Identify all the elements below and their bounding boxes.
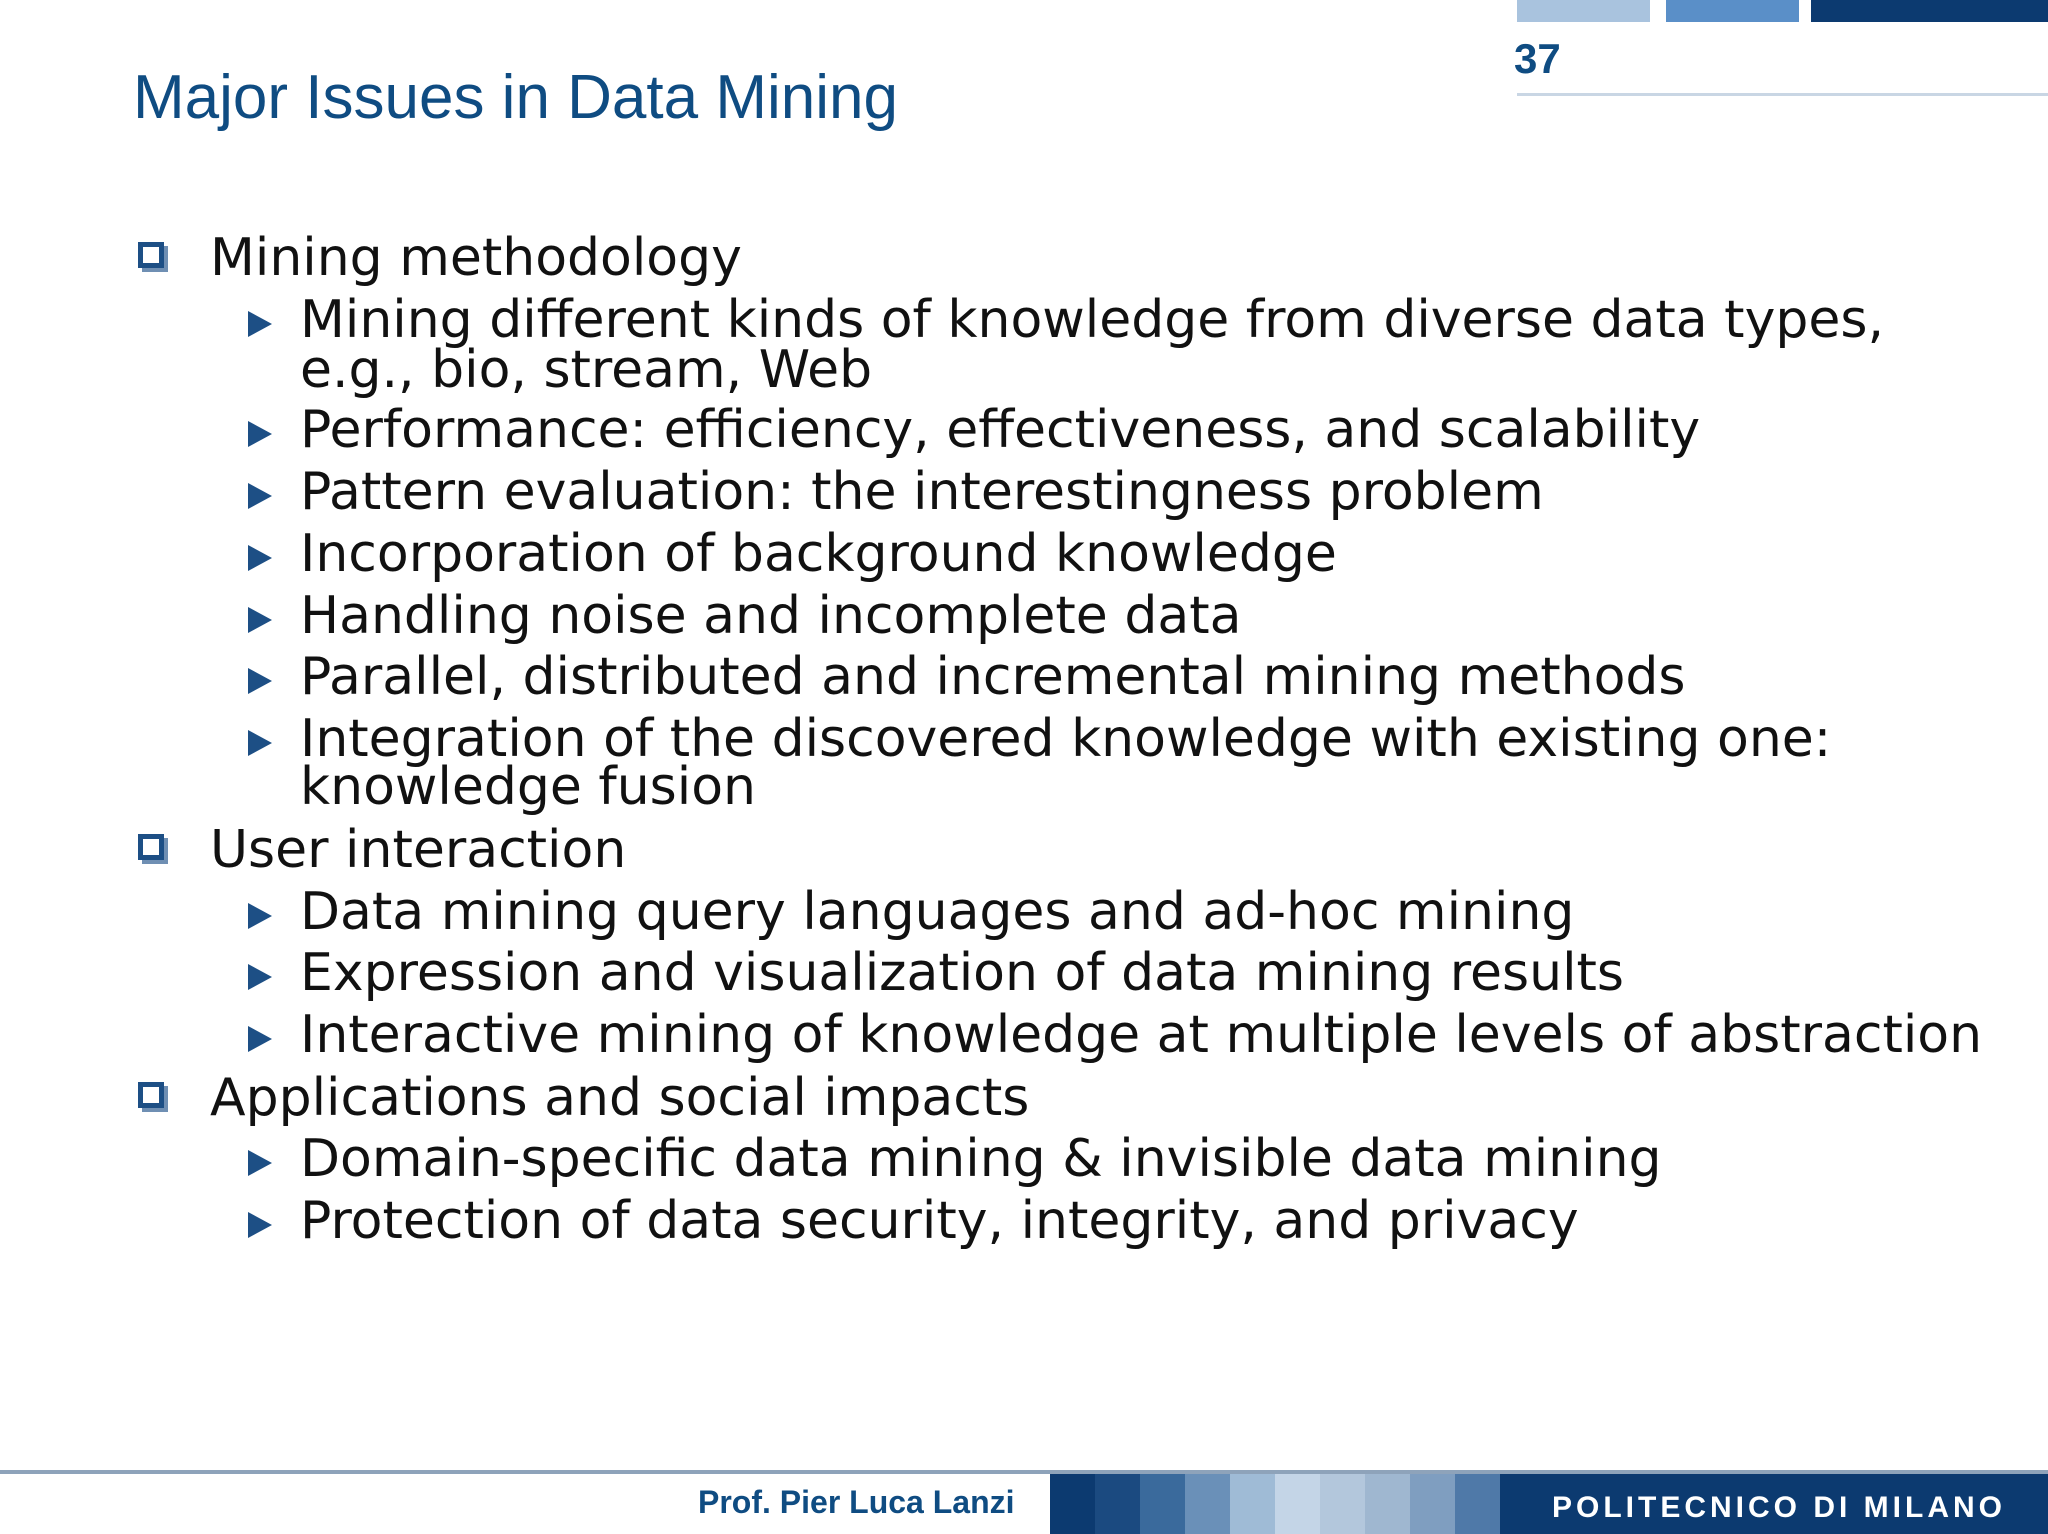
footer-stripe	[1095, 1474, 1140, 1534]
list-item: Interactive mining of knowledge at multiple levels of abstraction	[300, 1005, 1983, 1065]
list-item: Mining different kinds of knowledge from diverse data types,	[300, 290, 1884, 350]
section-heading-mining-methodology: Mining methodology	[210, 228, 742, 288]
footer-stripe	[1050, 1474, 1095, 1534]
list-item: Handling noise and incomplete data	[300, 586, 1242, 646]
header-decor-block-light	[1517, 0, 1650, 22]
triangle-bullet-icon	[248, 1026, 272, 1052]
list-item: Incorporation of background knowledge	[300, 524, 1337, 584]
list-item-continuation: knowledge fusion	[300, 757, 756, 817]
footer-stripe	[1320, 1474, 1365, 1534]
square-bullet-icon	[138, 834, 164, 860]
section-heading-applications: Applications and social impacts	[210, 1068, 1030, 1128]
square-bullet-icon	[138, 1082, 164, 1108]
triangle-bullet-icon	[248, 964, 272, 990]
triangle-bullet-icon	[248, 311, 272, 337]
footer-stripe	[1185, 1474, 1230, 1534]
triangle-bullet-icon	[248, 1212, 272, 1238]
list-item: Pattern evaluation: the interestingness problem	[300, 462, 1544, 522]
header-decor-line	[1517, 93, 2048, 96]
footer-stripe	[1410, 1474, 1455, 1534]
footer-stripe	[1365, 1474, 1410, 1534]
footer-stripe	[1275, 1474, 1320, 1534]
list-item: Domain-specific data mining & invisible data mining	[300, 1129, 1662, 1189]
triangle-bullet-icon	[248, 421, 272, 447]
list-item-continuation: e.g., bio, stream, Web	[300, 340, 873, 400]
list-item: Expression and visualization of data mining results	[300, 943, 1624, 1003]
list-item: Data mining query languages and ad-hoc mining	[300, 882, 1575, 942]
triangle-bullet-icon	[248, 903, 272, 929]
header-decor-block-dark	[1811, 0, 2048, 22]
footer-institution: POLITECNICO DI MILANO	[1552, 1491, 2006, 1524]
list-item: Integration of the discovered knowledge with existing one:	[300, 709, 1832, 769]
footer-stripe	[1455, 1474, 1500, 1534]
triangle-bullet-icon	[248, 607, 272, 633]
footer-author: Prof. Pier Luca Lanzi	[698, 1484, 1015, 1520]
list-item: Performance: efficiency, effectiveness, and scalability	[300, 400, 1701, 460]
slide-number: 37	[1514, 35, 1561, 82]
triangle-bullet-icon	[248, 1150, 272, 1176]
triangle-bullet-icon	[248, 730, 272, 756]
section-heading-user-interaction: User interaction	[210, 820, 627, 880]
triangle-bullet-icon	[248, 668, 272, 694]
header-decor-block-medium	[1666, 0, 1799, 22]
list-item: Parallel, distributed and incremental mining methods	[300, 647, 1686, 707]
footer-stripe	[1230, 1474, 1275, 1534]
list-item: Protection of data security, integrity, and privacy	[300, 1191, 1579, 1251]
triangle-bullet-icon	[248, 545, 272, 571]
square-bullet-icon	[138, 242, 164, 268]
triangle-bullet-icon	[248, 483, 272, 509]
slide-title: Major Issues in Data Mining	[133, 62, 898, 132]
footer-stripe	[1140, 1474, 1185, 1534]
